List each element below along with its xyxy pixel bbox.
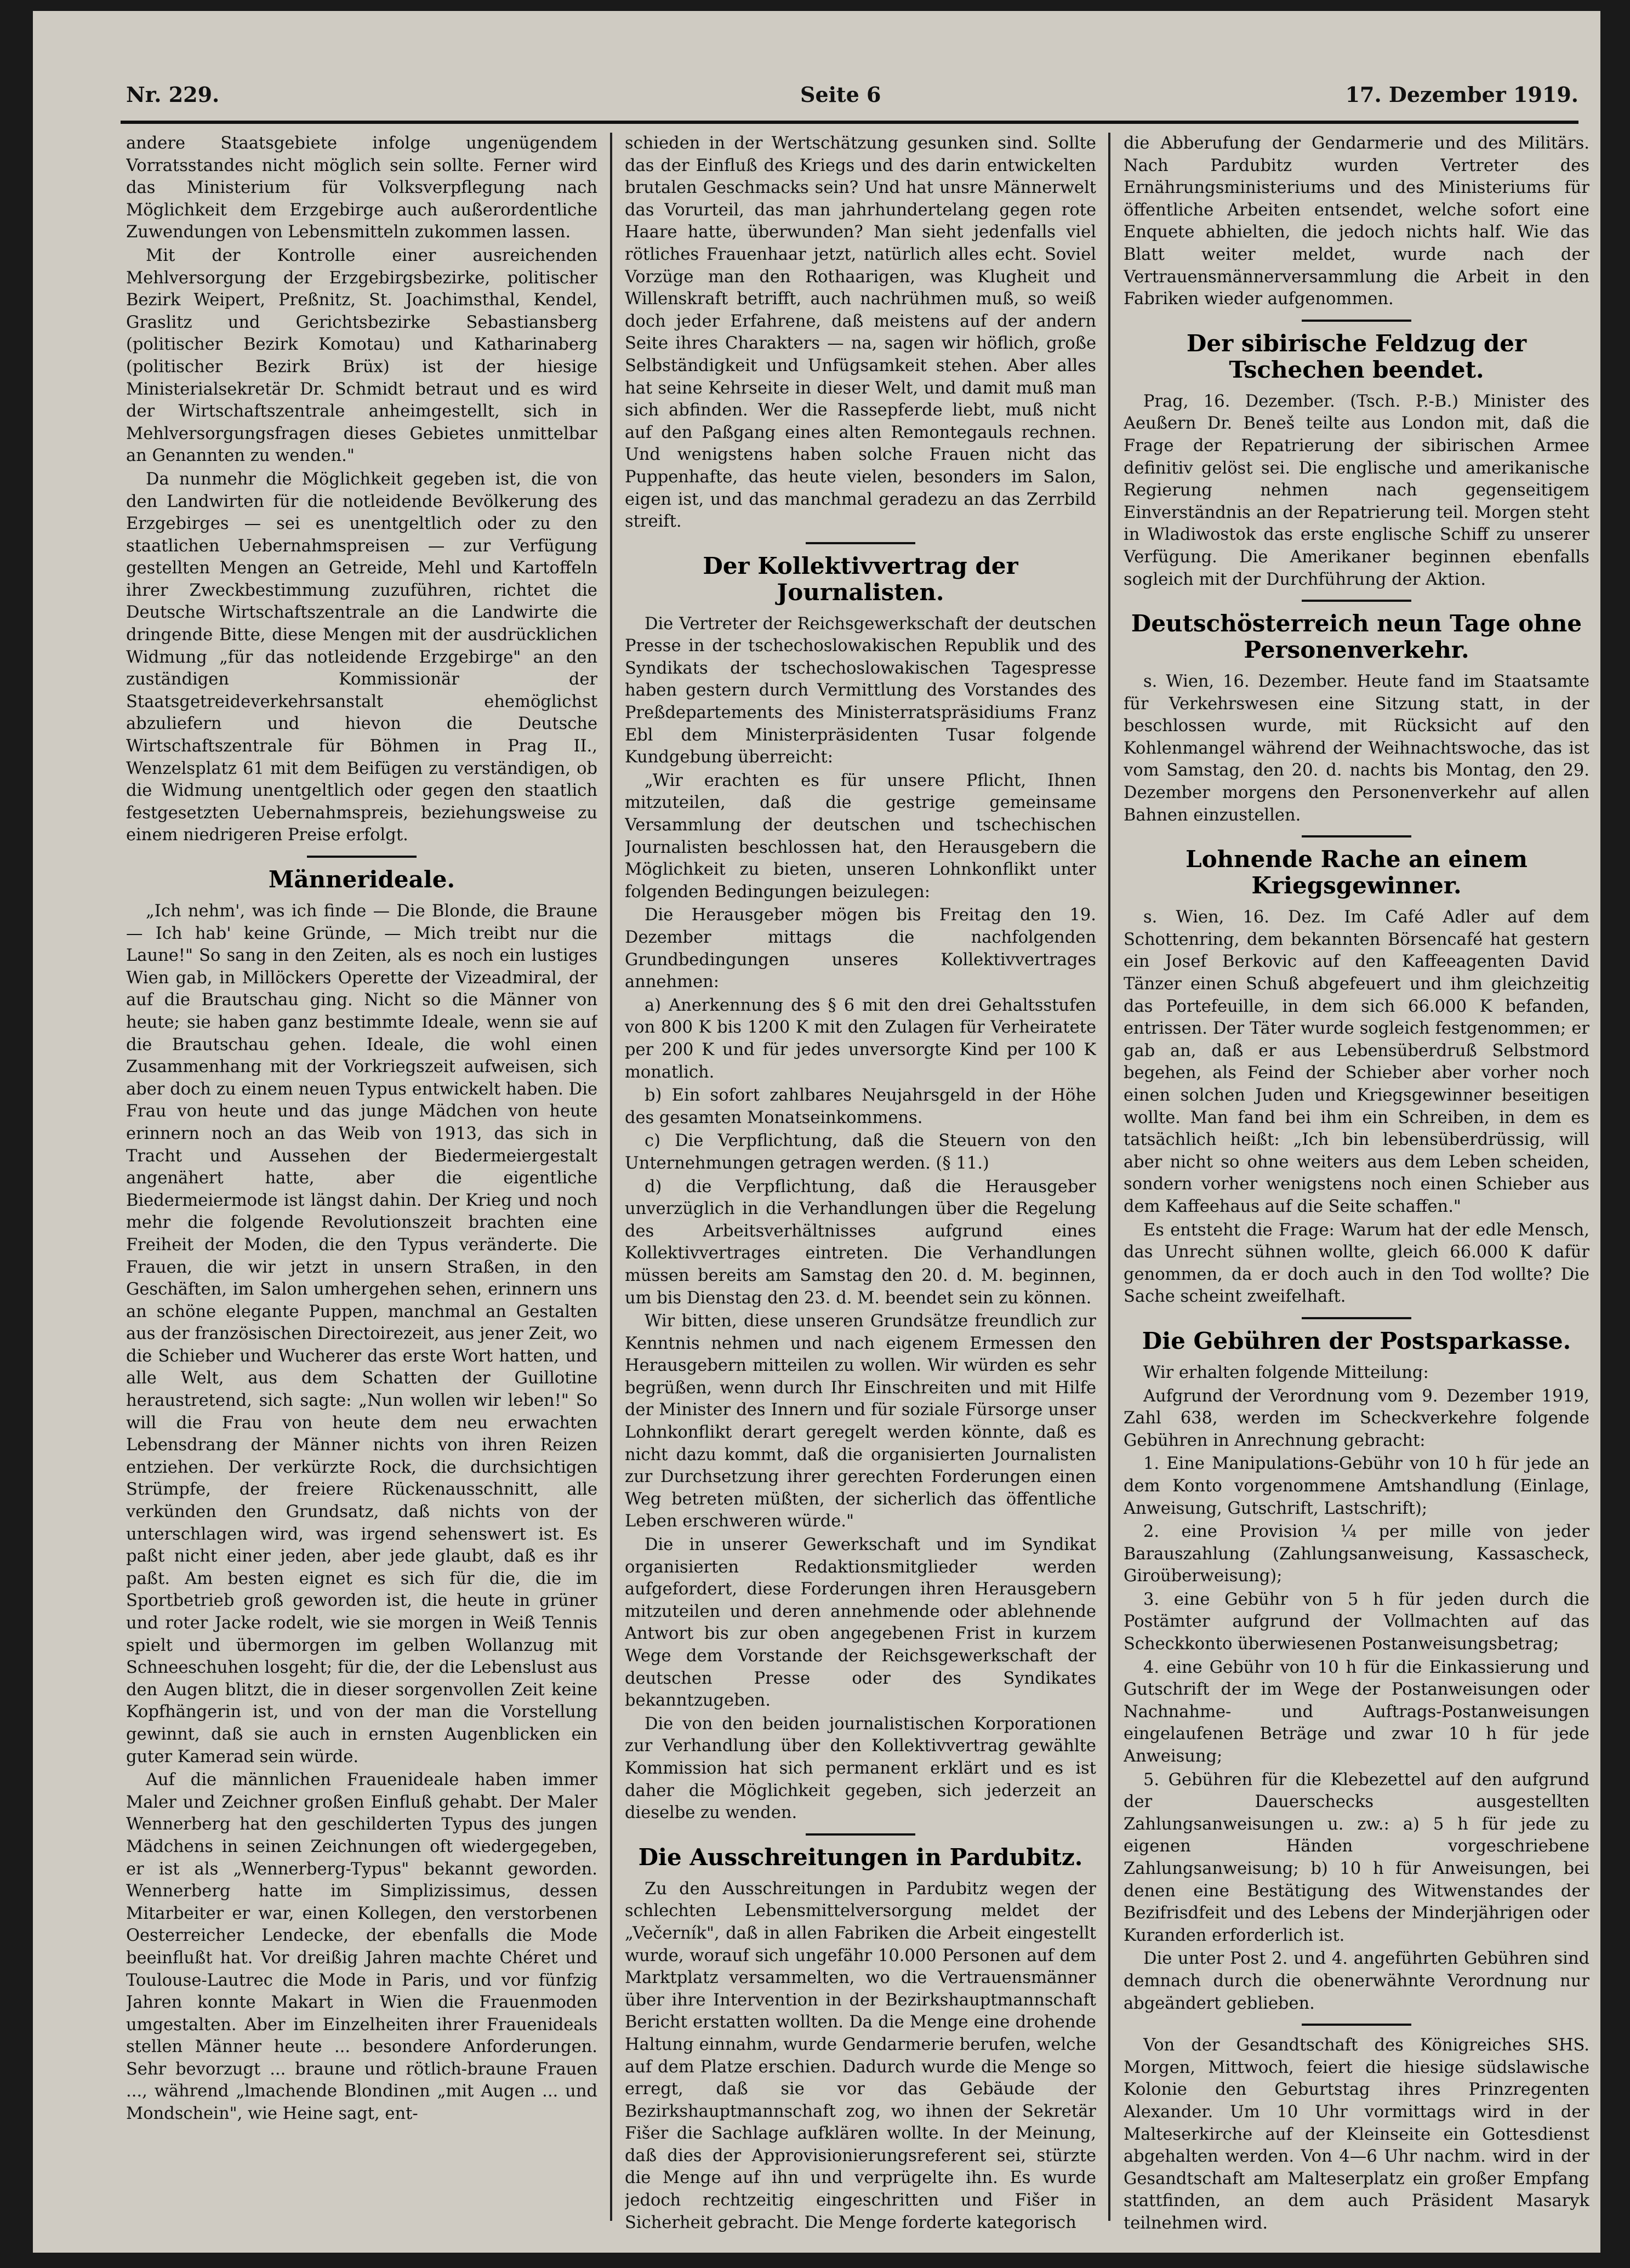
article-paragraph: 1. Eine Manipulations-Gebühr von 10 h für jede an dem Konto vorgenommene Amtshandlung (Einlage, Anweisung, Gutschrift, Lastschrift);: [1124, 1454, 1589, 1518]
newspaper-page: [33, 11, 1600, 2253]
article-paragraph: 3. eine Gebühr von 5 h für jeden durch die Postämter aufgrund der Vollmachten auf das Scheckkonto überwiesenen Postanweisungsbetrag;: [1124, 1589, 1589, 1654]
article-paragraph: s. Wien, 16. Dez. Im Café Adler auf dem Schottenring, dem bekannten Börsencafé hat gestern ein Josef Berkovic auf den Kaffeeagenten David Tänzer einen Schuß abgefeuert und ihm gleichzeitig das Portefeuille, in dem sich 66.000 K befanden, entrissen. Der Täter wurde sogleich festgenommen; er gab an, daß er aus Lebensüberdruß Selbstmord begehen, als Feind der Schieber aber vorher noch einen solchen Juden und Kriegsgewinner beseitigen wollte. Man fand bei ihm ein Schreiben, in dem es tatsächlich heißt: „Ich bin lebensüberdrüssig, will aber nicht so ohne weiters aus dem Leben scheiden, sondern vorher wenigstens noch einen Schieber aus dem Kaffeehaus auf die Seite schaffen.": [1124, 908, 1589, 1216]
column-2: [625, 133, 1096, 2232]
section-divider: [806, 1833, 915, 1836]
section-divider: [1302, 835, 1411, 837]
article-paragraph: Die Vertreter der Reichsgewerkschaft der deutschen Presse in der tschechoslowakischen Republik und des Syndikats der tschechoslowakischen Tagespresse haben gestern durch Vermittlung des Vorstandes des Preßdepartements des Ministerratspräsidiums Franz Ebl dem Ministerpräsidenten Tusar folgende Kundgebung überreicht:: [625, 614, 1096, 767]
article-paragraph: Mit der Kontrolle einer ausreichenden Mehlversorgung der Erzgebirgsbezirke, politischer Bezirk Weipert, Preßnitz, St. Joachimsthal, Kendel, Graslitz und Gerichtsbezirke Sebastiansberg (politischer Bezirk Komotau) und Katharinaberg (politischer Bezirk Brüx) ist der hiesige Ministerialsekretär Dr. Schmidt betraut und es wird der Wirtschaftszentrale anheimgestellt, sich in Mehlversorgungsfragen dieses Gebietes unmittelbar an Genannten zu wenden.": [126, 246, 597, 466]
section-divider: [1302, 320, 1411, 322]
article-paragraph: 4. eine Gebühr von 10 h für die Einkassierung und Gutschrift der im Wege der Postanweisungen oder Nachnahme- und Auftrags-Postanweisungen eingelaufenen Beträge und zwar 10 h für jede Anweisung;: [1124, 1657, 1589, 1766]
section-divider: [1302, 600, 1411, 602]
article-paragraph: Zu den Ausschreitungen in Pardubitz wegen der schlechten Lebensmittelversorgung meldet der „Večerník", daß in allen Fabriken die Arbeit eingestellt wurde, worauf sich ungefähr 10.000 Personen auf dem Marktplatz versammelten, wo die Vertrauensmänner über ihre Intervention in der Bezirkshauptmannschaft Bericht erstatten wollten. Da die Menge eine drohende Haltung einnahm, wurde Gendarmerie berufen, welche auf dem Platze erschien. Dadurch wurde die Menge so erregt, daß sie vor das Gebäude der Bezirkshauptmannschaft zog, wo ihnen der Sekretär Fišer die Sachlage aufklären wollte. In der Meinung, daß dies der Approvisionierungsreferent sei, stürzte die Menge auf ihn und verprügelte ihn. Es wurde jedoch rechtzeitig eingeschritten und Fišer in Sicherheit gebracht. Die Menge forderte kategorisch: [625, 1879, 1096, 2232]
article-paragraph: Wir bitten, diese unseren Grundsätze freundlich zur Kenntnis nehmen und nach eigenem Ermessen den Herausgebern mitteilen zu wollen. Wir würden es sehr begrüßen, wenn durch Ihr Einschreiten und mit Hilfe der Minister des Innern und für soziale Fürsorge unser Lohnkonflikt derart geregelt werden könnte, daß es nicht dazu kommt, daß die organisierten Journalisten zur Durchsetzung ihrer gerechten Forderungen einen Weg betreten müßten, der sicherlich das öffentliche Leben erschweren würde.": [625, 1312, 1096, 1531]
column-3: [1124, 133, 1589, 2232]
page-number: Seite 6: [800, 82, 881, 107]
article-heading: Die Ausschreitungen in Pardubitz.: [638, 1843, 1083, 1871]
article-heading: Die Gebühren der Postsparkasse.: [1142, 1327, 1571, 1354]
header-rule: [121, 121, 1578, 124]
issue-date: 17. Dezember 1919.: [1345, 82, 1578, 107]
article-paragraph: „Ich nehm', was ich finde — Die Blonde, die Braune — Ich hab' keine Gründe, — Mich treibt nur die Laune!" So sang in den Zeiten, als es noch ein lustiges Wien gab, in Millöckers Operette der Vizeadmiral, der auf die Brautschau ging. Nicht so die Männer von heute; sie haben ganz bestimmte Ideale, wenn sie auf die Brautschau gehen. Ideale, die wohl einen Zusammenhang mit der Vorkriegszeit aufweisen, sich aber doch zu einem neuen Typus entwickelt haben. Die Frau von heute und das junge Mädchen von heute erinnern noch an das Weib von 1913, das sich in Tracht und Aussehen der Biedermeiergestalt angenähert hatte, aber die eigentliche Biedermeiermode ist längst dahin. Der Krieg und noch mehr die folgende Revolutionszeit brachten eine Freiheit der Moden, die den Typus veränderte. Die Frauen, die wir jetzt in unsern Straßen, in den Geschäften, im Salon umhergehen sehen, erinnern uns an schöne elegante Puppen, manchmal an Gestalten aus der französischen Directoirezeit, aus jener Zeit, wo die Schieber und Wucherer das erste Wort hatten, und alle Welt, aus dem Schatten der Guillotine heraustretend, sich sagte: „Nun wollen wir leben!" So will die Frau von heute dem neu erwachten Lebensdrang der Männer nichts von ihren Reizen entziehen. Der verkürzte Rock, die durchsichtigen Strümpfe, der freiere Rückenausschnitt, alle verkünden den Grundsatz, daß nichts von der unterschlagen wird, was irgend sehenswert ist. Es paßt nicht einer jeden, aber jede glaubt, daß es ihr paßt. Am besten eignet es sich für die, die im Sportbetrieb groß geworden ist, die heute in grüner und roter Jacke rodelt, wie sie morgen in Weiß Tennis spielt und übermorgen im gelben Wollanzug mit Schneeschuhen losgeht; für die, der die Lebenslust aus den Augen blitzt, die in dieser sorgenvollen Zeit keine Kopfhängerin ist, und von der man die Vorstellung gewinnt, daß sie auch in ernsten Augenblicken ein guter Kamerad sein würde.: [126, 902, 597, 1766]
article-paragraph: Prag, 16. Dezember. (Tsch. P.-B.) Minister des Aeußern Dr. Beneš teilte aus London mit, daß die Frage der Repatrierung der sibirischen Armee definitiv gelöst sei. Die englische und amerikanische Regierung nehmen nach gegenseitigem Einverständnis an der Repatrierung teil. Morgen steht in Wladiwostok das erste englische Schiff zu unserer Verfügung. Die Amerikaner beginnen ebenfalls sogleich mit der Durchführung der Aktion.: [1124, 391, 1589, 589]
article-heading: Lohnende Rache an einem Kriegsgewinner.: [1186, 846, 1528, 899]
article-paragraph: schieden in der Wertschätzung gesunken sind. Sollte das der Einfluß des Kriegs und des darin entwickelten brutalen Geschmacks sein? Und hat unsre Männerwelt das Vorurteil, das man jahrhundertelang gegen rote Haare hatte, überwunden? Man sieht jedenfalls viel rötliches Frauenhaar jetzt, natürlich alles echt. Soviel Vorzüge man den Rothaarigen, was Klugheit und Willenskraft betrifft, auch nachrühmen muß, so weiß doch jeder Erfahrene, daß meistens auf der andern Seite ihres Charakters — na, sagen wir höflich, große Selbständigkeit und Unfügsamkeit stehen. Aber alles hat seine Kehrseite in dieser Welt, und damit muß man sich abfinden. Wer die Rassepferde liebt, muß nicht auf den Paßgang eines alten Remontegauls rechnen. Und wenigstens haben solche Frauen nicht das Puppenhafte, das heute vielen, besonders im Salon, eigen ist, und das manchmal geradezu an das Zerrbild streift.: [625, 134, 1096, 532]
article-paragraph: Die in unserer Gewerkschaft und im Syndikat organisierten Redaktionsmitglieder werden aufgefordert, diese Forderungen ihren Herausgebern mitzuteilen und deren annehmende oder ablehnende Antwort bis zur oben angegebenen Frist in kurzem Wege dem Vorstande der Reichsgewerkschaft der deutschen Presse oder des Syndikates bekanntzugeben.: [625, 1535, 1096, 1711]
article-paragraph: c) Die Verpflichtung, daß die Steuern von den Unternehmungen getragen werden. (§ 11.): [625, 1131, 1096, 1173]
article-paragraph: Da nunmehr die Möglichkeit gegeben ist, die von den Landwirten für die notleidende Bevölkerung des Erzgebirges — sei es unentgeltlich oder zu den staatlichen Uebernahmspreisen — zur Verfügung gestellten Mengen an Getreide, Mehl und Kartoffeln ihrer Zweckbestimmung zuzuführen, richtet die Deutsche Wirtschaftszentrale an die Landwirte die dringende Bitte, diese Mengen mit der ausdrücklichen Widmung „für das notleidende Erzgebirge" an den zuständigen Kommissionär der Staatsgetreideverkehrsanstalt ehemöglichst abzuliefern und hievon die Deutsche Wirtschaftszentrale für Böhmen in Prag II., Wenzelsplatz 61 mit dem Beifügen zu verständigen, ob die Widmung unentgeltlich oder gegen den staatlich festgesetzten Uebernahmspreis, beziehungsweise zu einem niedrigeren Preise erfolgt.: [126, 469, 597, 845]
article-paragraph: Wir erhalten folgende Mitteilung:: [1143, 1363, 1429, 1382]
column-1: [126, 133, 597, 2232]
article-heading: Deutschösterreich neun Tage ohne Personenverkehr.: [1131, 610, 1582, 664]
article-paragraph: s. Wien, 16. Dezember. Heute fand im Staatsamte für Verkehrswesen eine Sitzung statt, in der beschlossen wurde, mit Rücksicht auf den Kohlenmangel während der Weihnachtswoche, das ist vom Samstag, den 20. d. nachts bis Montag, den 29. Dezember morgens den Personenverkehr auf allen Bahnen einzustellen.: [1124, 672, 1589, 825]
section-divider: [1302, 2024, 1411, 2026]
column-divider: [610, 133, 612, 2221]
article-paragraph: „Wir erachten es für unsere Pflicht, Ihnen mitzuteilen, daß die gestrige gemeinsame Versammlung der deutschen und tschechischen Journalisten beschlossen hat, den Herausgebern die Möglichkeit zu bieten, unseren Lohnkonflikt unter folgenden Bedingungen beizulegen:: [625, 771, 1096, 902]
column-divider: [1108, 133, 1110, 2221]
article-paragraph: andere Staatsgebiete infolge ungenügendem Vorratsstandes nicht möglich sein sollte. Ferner wird das Ministerium für Volksverpflegung nach Möglichkeit dem Erzgebirge auch außerordentliche Zuwendungen von Lebensmitteln zukommen lassen.: [126, 134, 597, 242]
article-paragraph: Von der Gesandtschaft des Königreiches SHS. Morgen, Mittwoch, feiert die hiesige südslawische Kolonie den Geburtstag ihres Prinzregenten Alexander. Um 10 Uhr vormittags wird in der Malteserkirche auf der Kleinseite ein Gottesdienst abgehalten werden. Von 4—6 Uhr nachm. wird in der Gesandtschaft am Malteserplatz ein großer Empfang stattfinden, an dem auch Präsident Masaryk teilnehmen wird.: [1124, 2036, 1589, 2232]
issue-number: Nr. 229.: [126, 82, 220, 107]
article-paragraph: Es entsteht die Frage: Warum hat der edle Mensch, das Unrecht sühnen wollte, gleich 66.000 K dafür genommen, da er doch auch in den Tod wollte? Die Sache scheint zweifelhaft.: [1124, 1220, 1589, 1307]
page-header: [126, 82, 1578, 121]
article-paragraph: 2. eine Provision ¼ per mille von jeder Barauszahlung (Zahlungsanweisung, Kassascheck, Giroüberweisung);: [1124, 1522, 1589, 1586]
section-divider: [806, 542, 915, 544]
article-heading: Der Kollektivvertrag der Journalisten.: [703, 552, 1018, 606]
article-paragraph: d) die Verpflichtung, daß die Herausgeber unverzüglich in die Verhandlungen über die Regelung des Arbeitsverhältnisses aufgrund eines Kollektivvertrages eintreten. Die Verhandlungen müssen bereits am Samstag den 20. d. M. beginnen, um bis Dienstag den 23. d. M. beendet sein zu können.: [625, 1177, 1096, 1308]
article-paragraph: b) Ein sofort zahlbares Neujahrsgeld in der Höhe des gesamten Monatseinkommens.: [625, 1086, 1096, 1127]
article-paragraph: a) Anerkennung des § 6 mit den drei Gehaltsstufen von 800 K bis 1200 K mit den Zulagen für Verheiratete per 200 K und für jedes unversorgte Kind per 100 K monatlich.: [625, 995, 1096, 1082]
article-paragraph: die Abberufung der Gendarmerie und des Militärs. Nach Pardubitz wurden Vertreter des Ernährungsministeriums und des Ministeriums für öffentliche Arbeiten entsendet, welche sofort eine Enquete abhielten, die jedoch nichts half. Wie das Blatt weiter meldet, wurde nach der Vertrauensmännerversammlung die Arbeit in den Fabriken wieder aufgenommen.: [1124, 134, 1589, 309]
article-paragraph: Auf die männlichen Frauenideale haben immer Maler und Zeichner großen Einfluß gehabt. Der Maler Wennerberg hat den geschilderten Typus des jungen Mädchens in seinen Zeichnungen oft wiedergegeben, er ist als „Wennerberg-Typus" bekannt geworden. Wennerberg hatte im Simplizissimus, dessen Mitarbeiter er war, einen Kollegen, den verstorbenen Oesterreicher Lendecke, der ebenfalls die Mode beeinflußt hat. Vor dreißig Jahren machte Chéret und Toulouse-Lautrec die Mode in Paris, und vor fünfzig Jahren konnte Makart in Wien die Frauenmoden umgestalten. Aber im Einzelheiten ihrer Frauenideals stellen Männer heute ... besondere Anforderungen. Sehr bevorzugt ... braune und rötlich-braune Frauen ..., während „lmachende Blondinen „mit Augen ... und Mondschein", wie Heine sagt, ent-: [126, 1770, 597, 2124]
article-heading: Männerideale.: [268, 866, 455, 893]
article-paragraph: 5. Gebühren für die Klebezettel auf den aufgrund der Dauerschecks ausgestellten Zahlungsanweisungen u. zw.: a) 5 h für jede zu eigenen Händen vorgeschriebene Zahlungsanweisung; b) 10 h für Anweisungen, bei denen eine Bestätigung des Witwenstandes der Bezifrisdfeit und des Lebens der Minderjährigen oder Kuranden erforderlich ist.: [1124, 1770, 1589, 1945]
article-heading: Der sibirische Feldzug der Tschechen beendet.: [1186, 329, 1527, 383]
section-divider: [1302, 1317, 1411, 1319]
article-paragraph: Die Herausgeber mögen bis Freitag den 19. Dezember mittags die nachfolgenden Grundbedingungen unseres Kollektivvertrages annehmen:: [625, 905, 1096, 992]
article-paragraph: Aufgrund der Verordnung vom 9. Dezember 1919, Zahl 638, werden im Scheckverkehre folgende Gebühren in Anrechnung gebracht:: [1124, 1386, 1589, 1450]
article-paragraph: Die unter Post 2. und 4. angeführten Gebühren sind demnach durch die obenerwähnte Verordnung nur abgeändert geblieben.: [1124, 1949, 1589, 2013]
article-paragraph: Die von den beiden journalistischen Korporationen zur Verhandlung über den Kollektivvertrag gewählte Kommission hat sich permanent erklärt und es ist daher die Möglichkeit gegeben, sich jederzeit an dieselbe zu wenden.: [625, 1714, 1096, 1823]
section-divider: [307, 856, 417, 858]
